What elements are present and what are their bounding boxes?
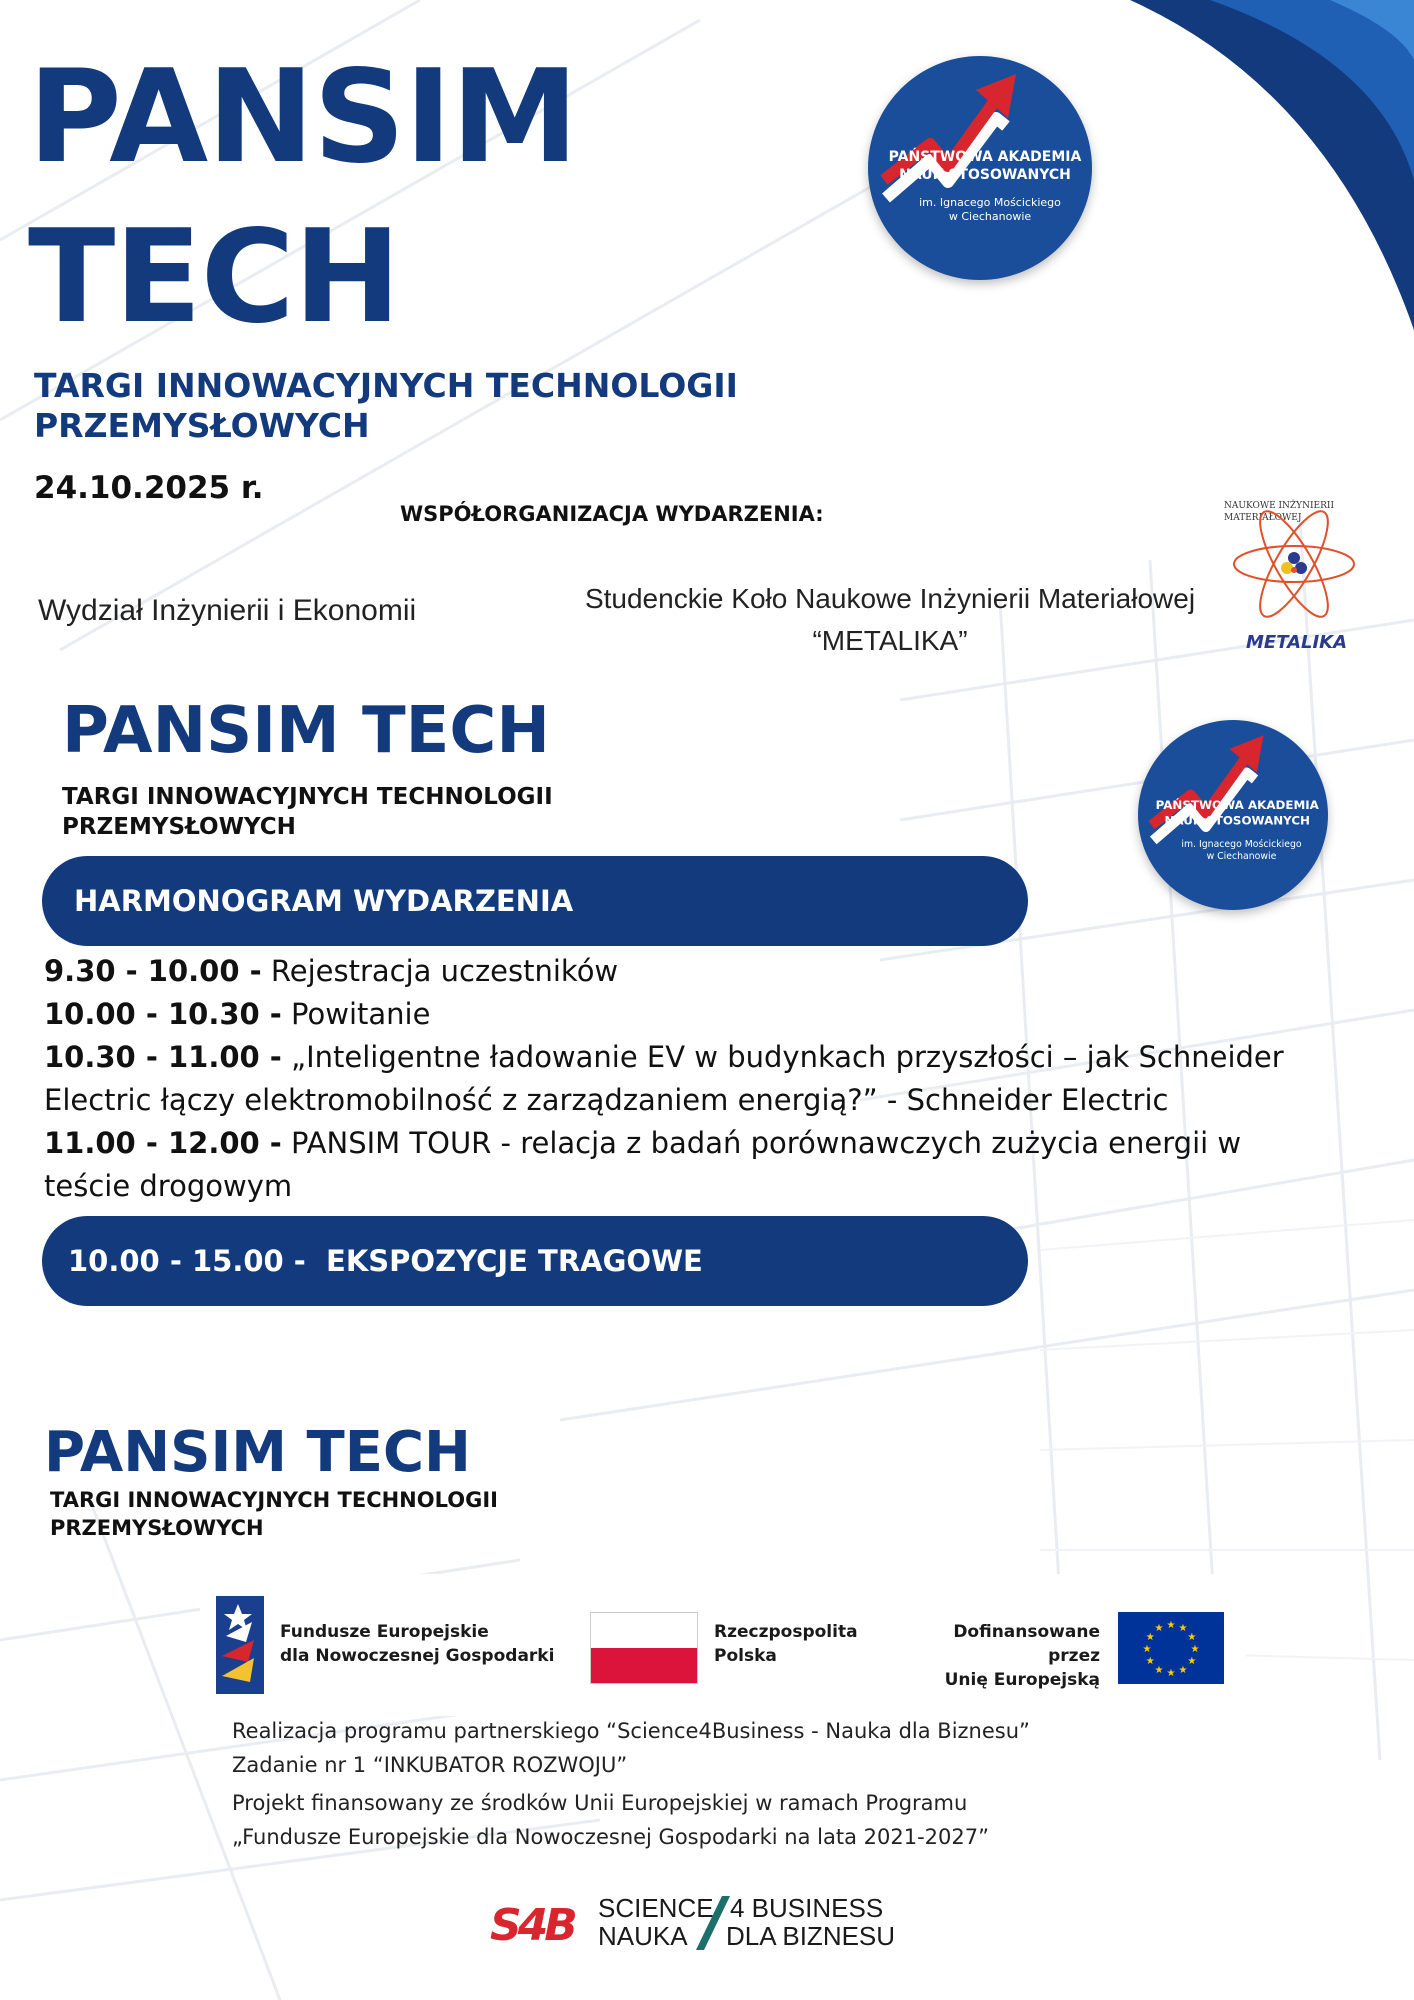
poland-label: Rzeczpospolita Polska	[714, 1622, 858, 1666]
eu-star-icon: ★	[1154, 1664, 1164, 1676]
schedule-heading: HARMONOGRAM WYDARZENIA	[74, 884, 574, 918]
eu-star-icon: ★	[1187, 1632, 1197, 1643]
footer-line-4: „Fundusze Europejskie dla Nowoczesnej Gospodarki na lata 2021-2027”	[232, 1825, 989, 1849]
metalika-top-text-1: NAUKOWE INŻYNIERII	[1224, 501, 1335, 511]
academy-logo-small-line1: PAŃSTWOWA AKADEMIA	[1155, 798, 1319, 813]
eu-label: Dofinansowane przez Unię Europejską	[944, 1622, 1100, 1690]
schedule-item	[44, 1036, 1384, 1122]
hero-subtitle: TARGI INNOWACYJNYCH TECHNOLOGII PRZEMYSŁOWYCH	[34, 366, 738, 445]
eu-star-icon: ★	[1145, 1656, 1155, 1667]
schedule-time: 11.00 - 12.00 -	[44, 1126, 282, 1160]
schedule-time: 10.00 - 10.30 -	[44, 997, 282, 1031]
academy-logo-small	[1138, 720, 1328, 910]
fe-label: Fundusze Europejskie dla Nowoczesnej Gospodarki	[280, 1622, 555, 1666]
footer-line-1: Realizacja programu partnerskiego “Science4Business - Nauka dla Biznesu”	[232, 1719, 1030, 1743]
s4b-word-nauka: NAUKA	[598, 1921, 688, 1951]
eu-star-icon: ★	[1187, 1656, 1197, 1667]
science4business-logo	[490, 1894, 910, 1950]
metalika-wordmark: METALIKA	[1246, 632, 1348, 653]
footer-text	[232, 1714, 1030, 1854]
schedule-item	[44, 1122, 1284, 1208]
student-club-name: Studenckie Koło Naukowe Inżynierii Materiałowej “METALIKA”	[584, 583, 1196, 656]
schedule-heading-pill	[42, 856, 1028, 946]
schedule-text: Rejestracja uczestników	[261, 954, 619, 988]
schedule-item	[44, 950, 1384, 993]
fe-flag-icon	[216, 1596, 264, 1694]
schedule-section-subtitle: TARGI INNOWACYJNYCH TECHNOLOGII PRZEMYSŁOWYCH	[62, 784, 553, 840]
academy-logo	[868, 56, 1092, 280]
eu-star-icon: ★	[1178, 1664, 1188, 1676]
schedule-list	[44, 950, 1384, 1208]
poland-flag-icon	[590, 1612, 698, 1684]
s4b-mark: S4B	[490, 1900, 574, 1948]
eu-star-icon: ★	[1142, 1644, 1152, 1655]
schedule-time: 9.30 - 10.00 -	[44, 954, 262, 988]
academy-logo-line4: w Ciechanowie	[948, 210, 1032, 223]
schedule-text: Powitanie	[281, 997, 431, 1031]
schedule-time: 10.30 - 11.00 -	[44, 1040, 282, 1074]
schedule-text: „Inteligentne ładowanie EV w budynkach przyszłości – jak Schneider Electric łączy elektromobilność z zarządzaniem energią?” - Schneider Electric	[44, 1040, 1284, 1117]
expo-pill	[42, 1216, 1028, 1306]
department-name: Wydział Inżynierii i Ekonomii	[38, 594, 417, 627]
eu-star-icon: ★	[1178, 1623, 1188, 1635]
eu-flag-icon	[1118, 1612, 1224, 1684]
academy-logo-small-line4: w Ciechanowie	[1206, 851, 1277, 863]
eu-star-icon: ★	[1166, 1668, 1176, 1679]
s4b-mark-icon	[490, 1898, 594, 1948]
hero-title: PANSIM TECH	[28, 43, 578, 352]
schedule-section-title: PANSIM TECH	[62, 694, 550, 768]
s4b-word-dla-biznesu: DLA BIZNESU	[726, 1921, 896, 1951]
s4b-slash-icon	[696, 1896, 730, 1950]
eu-star-icon: ★	[1166, 1620, 1176, 1631]
metalika-logo	[1218, 492, 1368, 660]
metalika-top-text-2: MATERIAŁOWEJ	[1224, 513, 1302, 523]
bottom-section-subtitle: TARGI INNOWACYJNYCH TECHNOLOGII PRZEMYSŁOWYCH	[50, 1488, 498, 1540]
academy-logo-line1: PAŃSTWOWA AKADEMIA	[888, 149, 1082, 165]
academy-logo-line2: NAUK STOSOWANYCH	[899, 167, 1071, 183]
bottom-section-title: PANSIM TECH	[44, 1420, 471, 1485]
funding-bar	[200, 1574, 1246, 1716]
academy-logo-small-line2: NAUK STOSOWANYCH	[1164, 813, 1310, 828]
schedule-text: PANSIM TOUR - relacja z badań porównawczych zużycia energii w teście drogowym	[44, 1126, 1242, 1203]
eu-star-icon: ★	[1154, 1623, 1164, 1635]
academy-logo-small-line3: im. Ignacego Mościckiego	[1181, 839, 1302, 851]
expo-label: 10.00 - 15.00 - EKSPOZYCJE TRAGOWE	[68, 1244, 703, 1278]
coorganization-heading: WSPÓŁORGANIZACJA WYDARZENIA:	[400, 502, 824, 526]
eu-star-icon: ★	[1190, 1644, 1200, 1655]
footer-line-2: Zadanie nr 1 “INKUBATOR ROZWOJU”	[232, 1753, 628, 1777]
s4b-word-business: 4 BUSINESS	[730, 1893, 884, 1923]
eu-star-icon: ★	[1145, 1632, 1155, 1643]
event-date: 24.10.2025 r.	[34, 470, 264, 506]
schedule-item	[44, 993, 1384, 1036]
academy-logo-line3: im. Ignacego Mościckiego	[919, 196, 1061, 209]
s4b-word-science: SCIENCE	[598, 1893, 714, 1923]
footer-line-3: Projekt finansowany ze środków Unii Europejskiej w ramach Programu	[232, 1791, 968, 1815]
